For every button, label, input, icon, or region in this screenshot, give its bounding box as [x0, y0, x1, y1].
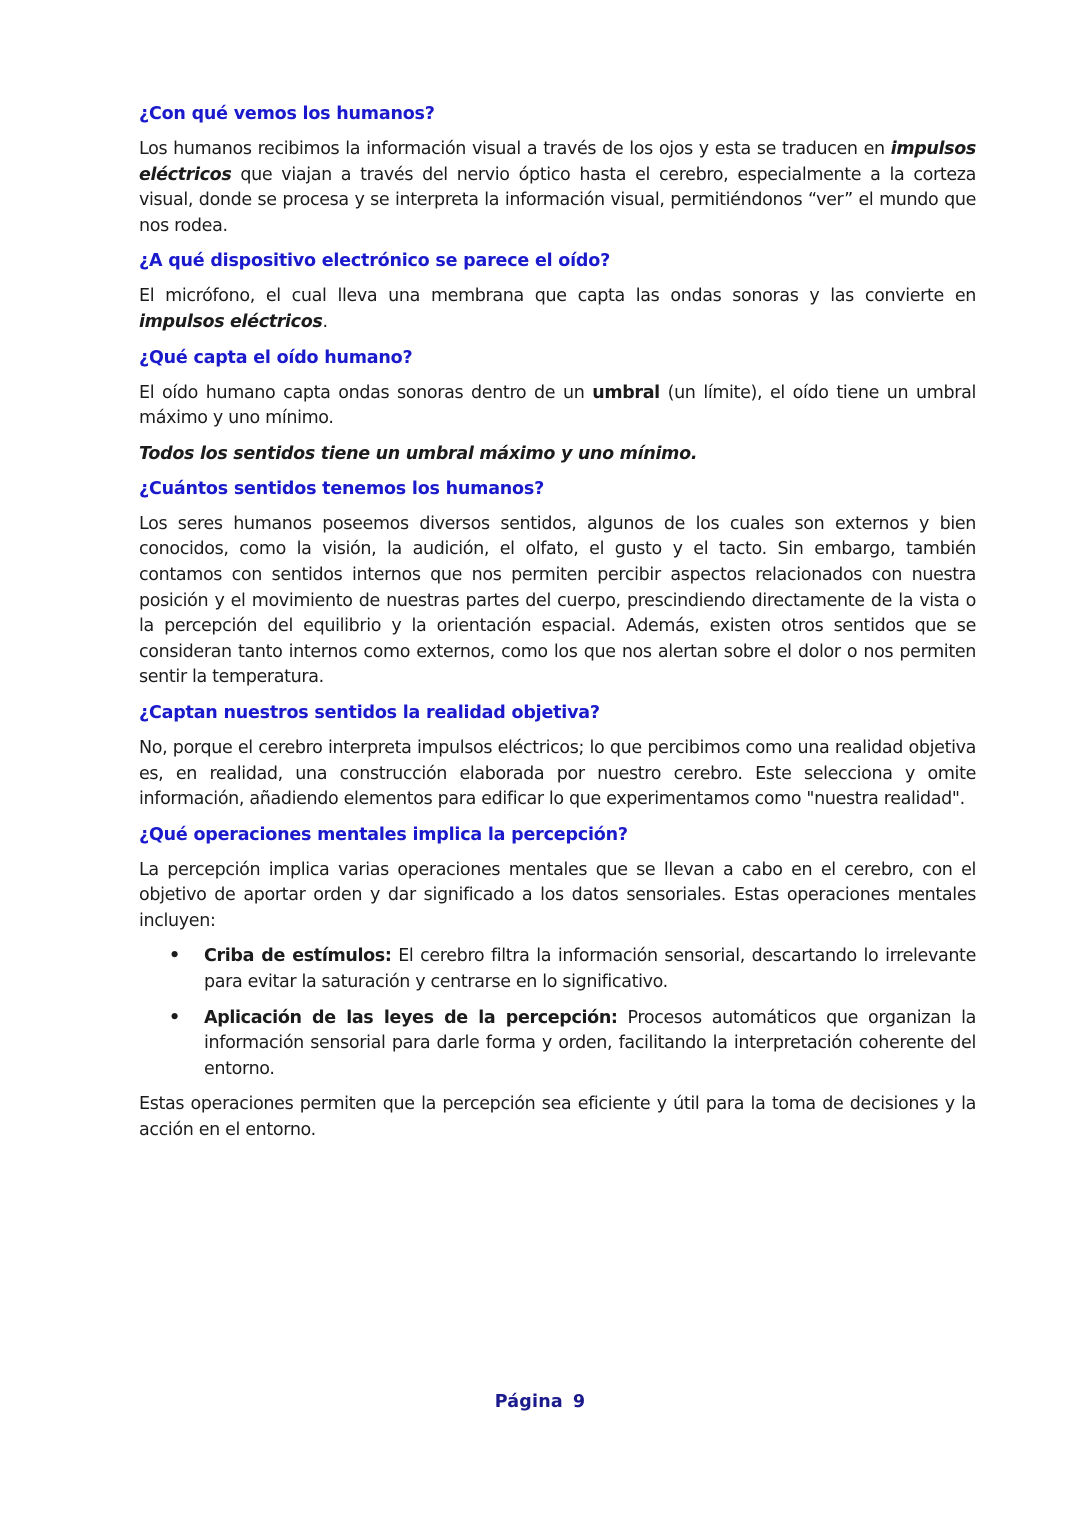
text-run: . [322, 311, 328, 332]
bold-term: umbral [592, 382, 660, 403]
bullet-icon: • [169, 1007, 180, 1028]
section-paragraph [139, 284, 976, 335]
section-heading: ¿Qué capta el oído humano? [139, 347, 413, 368]
page-number: 9 [572, 1392, 586, 1412]
list-item [139, 1006, 976, 1083]
bold-term: Aplicación de las leyes de la percepción: [204, 1007, 618, 1028]
section-objective-reality [139, 701, 976, 813]
text-run: El oído humano capta ondas sonoras dentro de un [139, 382, 593, 403]
text-run: (un límite), el oído tiene un umbral máximo y uno mínimo. [139, 382, 976, 429]
section-heading: ¿Qué operaciones mentales implica la percepción? [139, 824, 628, 845]
section-heading: ¿Con qué vemos los humanos? [139, 104, 435, 124]
page-footer [0, 1392, 1080, 1412]
section-paragraph [139, 137, 976, 239]
emphasized-note: Todos los sentidos tiene un umbral máximo y uno mínimo. [139, 443, 698, 464]
page-label: Página [494, 1392, 563, 1412]
bold-term: Criba de estímulos: [204, 946, 392, 967]
section-vision [139, 102, 976, 239]
section-ear-captures [139, 346, 976, 467]
emphasis-text: impulsos eléctricos [139, 139, 976, 185]
bullet-list [139, 944, 976, 1082]
section-paragraph [139, 381, 976, 432]
list-item-text: Procesos automáticos que organizan la información sensorial para darle forma y orden, facilitando la interpretación coherente del entorno. [204, 1007, 976, 1079]
section-paragraph: La percepción implica varias operaciones mentales que se llevan a cabo en el cerebro, con el objetivo de aportar orden y dar significado a los datos sensoriales. Estas operaciones mentales incluyen: [139, 859, 976, 931]
section-heading: ¿Cuántos sentidos tenemos los humanos? [139, 478, 545, 499]
document-page [139, 102, 976, 1154]
text-run: Los humanos recibimos la información visual a través de los ojos y esta se traducen en [139, 139, 891, 159]
bullet-icon: • [169, 946, 180, 967]
text-run: que viajan a través del nervio óptico hasta el cerebro, especialmente a la corteza visual, donde se procesa y se interpreta la información visual, permitiéndonos “ver” el mundo que nos rodea. [139, 164, 976, 236]
text-run: El micrófono, el cual lleva una membrana que capta las ondas sonoras y las convierte en [139, 286, 976, 307]
list-item [139, 944, 976, 995]
section-heading: ¿A qué dispositivo electrónico se parece el oído? [139, 251, 611, 272]
emphasis-text: impulsos eléctricos [139, 311, 323, 332]
section-ear-device [139, 249, 976, 335]
section-mental-operations [139, 823, 976, 1144]
list-item-text: El cerebro filtra la información sensorial, descartando lo irrelevante para evitar la saturación y centrarse en lo significativo. [204, 946, 976, 993]
section-paragraph: No, porque el cerebro interpreta impulsos eléctricos; lo que percibimos como una realidad objetiva es, en realidad, una construcción elaborada por nuestro cerebro. Este selecciona y omite información, añadiendo elementos para edificar lo que experimentamos como "nuestra realidad". [139, 737, 976, 810]
closing-paragraph: Estas operaciones permiten que la percepción sea eficiente y útil para la toma de decisiones y la acción en el entorno. [139, 1094, 976, 1141]
section-how-many-senses [139, 477, 976, 691]
section-heading: ¿Captan nuestros sentidos la realidad objetiva? [139, 702, 600, 723]
section-paragraph: Los seres humanos poseemos diversos sentidos, algunos de los cuales son externos y bien conocidos, como la visión, la audición, el olfato, el gusto y el tacto. Sin embargo, también contamos con sentidos internos que nos permiten percibir aspectos relacionados con nuestra posición y el movimiento de nuestras partes del cuerpo, prescindiendo directamente de la vista o la percepción del equilibrio y la orientación espacial. Además, existen otros sentidos que se consideran tanto internos como externos, como los que nos alertan sobre el dolor o nos permiten sentir la temperatura. [139, 513, 976, 688]
